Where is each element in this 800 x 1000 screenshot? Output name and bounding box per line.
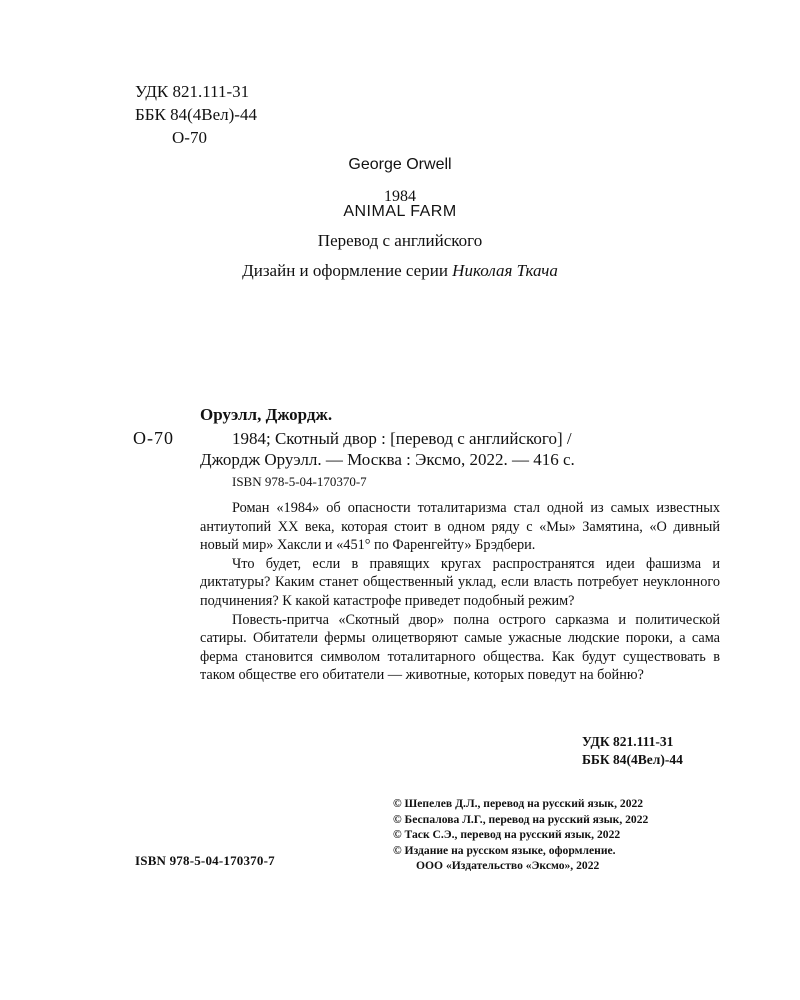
isbn-main: ISBN 978-5-04-170370-7 — [135, 853, 275, 868]
record-body — [200, 428, 712, 470]
classification-right — [582, 733, 683, 769]
record-author-sign: О-70 — [133, 428, 174, 448]
annotation — [200, 499, 720, 685]
annotation-paragraph-3: Повесть-притча «Скотный двор» полна острого сарказма и политической сатиры. Обитатели фермы олицетворяют самые ужасные людские пороки, а сама ферма становится символом тоталитарного общества. Как будут существовать в таком обществе его обитатели — животные, которых поведут на бойню? — [200, 611, 720, 684]
copyright-block — [393, 796, 648, 874]
annotation-paragraph-2: Что будет, если в правящих кругах распространятся идеи фашизма и диктатуры? Каким станет общественный уклад, если власть потребует неуклонного подчинения? К какой катастрофе приведет подобный режим? — [200, 555, 720, 609]
original-title-1984: 1984 — [384, 188, 416, 205]
copyright-line-2: © Беспалова Л.Г., перевод на русский язык, 2022 — [393, 812, 649, 826]
record-body-line-2: Джордж Оруэлл. — Москва : Эксмо, 2022. — 416 с. — [200, 450, 575, 469]
record-heading: Оруэлл, Джордж. — [200, 405, 333, 424]
udk-code-right: УДК 821.111-31 — [582, 734, 674, 749]
copyright-line-3: © Таск С.Э., перевод на русский язык, 2022 — [393, 828, 621, 841]
series-design-prefix: Дизайн и оформление серии — [242, 261, 448, 280]
bbk-code: ББК 84(4Вел)-44 — [135, 105, 257, 124]
copyright-line-4: © Издание на русском языке, оформление. — [393, 843, 616, 857]
classification-block — [135, 80, 257, 149]
original-author: George Orwell — [348, 156, 452, 173]
series-designer-name: Николая Ткача — [452, 261, 558, 280]
original-title-animal-farm: ANIMAL FARM — [343, 203, 457, 220]
translated-from: Перевод с английского — [317, 231, 483, 250]
record-body-line-1: 1984; Скотный двор : [перевод с английского] / — [232, 429, 572, 448]
copyright-line-1: © Шепелев Д.Л., перевод на русский язык, 2022 — [393, 797, 644, 810]
copyright-line-5: ООО «Издательство «Эксмо», 2022 — [416, 859, 600, 872]
author-sign: О-70 — [172, 128, 207, 147]
bbk-code-right: ББК 84(4Вел)-44 — [582, 752, 683, 767]
annotation-paragraph-1: Роман «1984» об опасности тоталитаризма стал одной из самых известных антиутопий XX века, которая стоит в одном ряду с «Мы» Замятина, «О дивный новый мир» Хаксли и «451° по Фаренгейту» Брэдбери. — [200, 500, 720, 554]
udk-code: УДК 821.111-31 — [135, 82, 250, 101]
series-design-credit — [0, 261, 800, 281]
record-isbn: ISBN 978-5-04-170370-7 — [232, 474, 367, 489]
